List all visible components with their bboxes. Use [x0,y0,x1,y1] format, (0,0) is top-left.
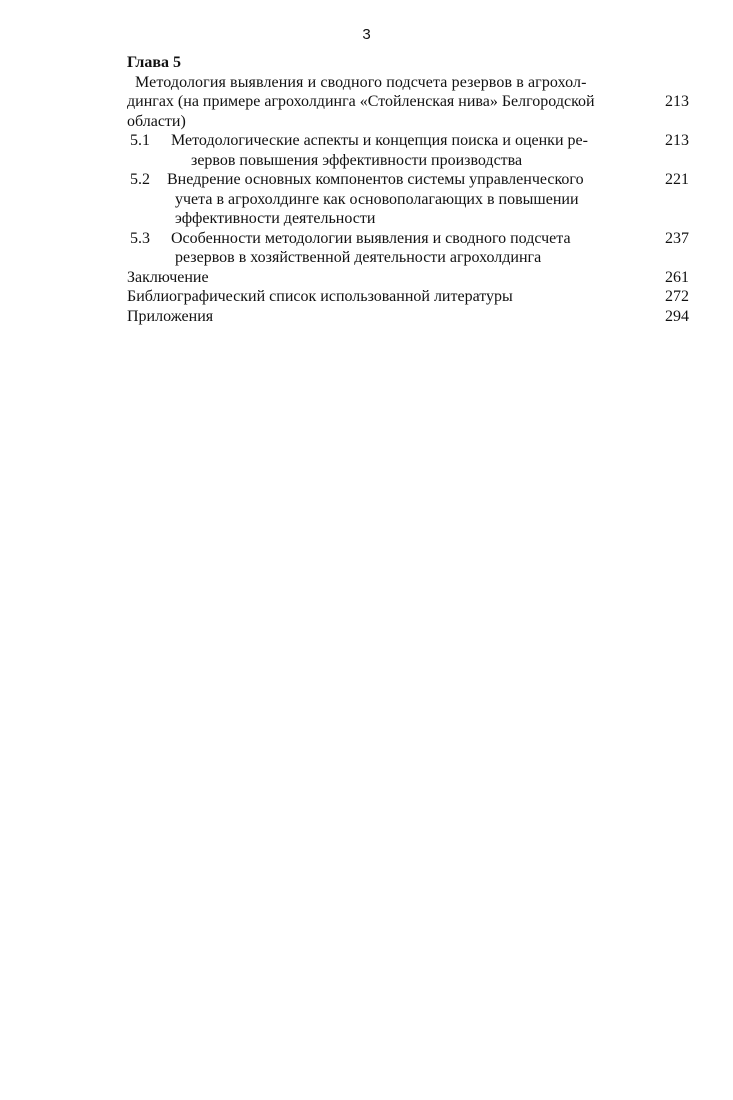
toc-entry-bibliography [127,287,689,307]
chapter-entry-text [127,73,649,93]
section-line: зервов повышения эффективности производства [191,151,523,169]
section-line: эффективности деятельности [175,210,376,227]
section-number: 5.3 [130,229,150,247]
toc-entry-conclusion [127,268,689,288]
toc-entry-label: Заключение [127,268,209,286]
page-number: 3 [362,26,371,43]
chapter-line-2: дингах (на примере агрохолдинга «Стойленская нива» Белгородской [127,93,595,110]
table-of-contents [127,53,689,326]
chapter-page-number: 213 [665,93,689,110]
section-line: Особенности методологии выявления и сводного подсчета [171,229,571,247]
toc-entry-page: 261 [665,268,689,286]
chapter-line-3: области) [127,112,186,130]
toc-entry-page: 272 [665,288,689,305]
chapter-entry-line-3 [127,112,689,132]
section-line: учета в агрохолдинге как основополагающих в повышении [175,190,579,208]
section-number: 5.2 [130,171,150,188]
section-page-number: 213 [665,132,689,149]
chapter-line-1: Методология выявления и сводного подсчета резервов в агрохол- [135,73,587,91]
section-title [167,170,649,229]
chapter-title: Глава 5 [127,54,181,71]
section-page-number: 221 [665,171,689,188]
section-line: Внедрение основных компонентов системы управленческого [167,171,584,188]
section-entry-5-2 [127,170,689,229]
section-line: Методологические аспекты и концепция поиска и оценки ре- [171,132,588,149]
section-title [171,131,649,170]
section-entry-5-1 [127,131,689,170]
toc-entry-label: Библиографический список использованной литературы [127,288,513,305]
toc-entry-page: 294 [665,307,689,325]
section-number: 5.1 [130,132,150,149]
chapter-entry-line-2 [127,92,689,112]
section-entry-5-3 [127,229,689,268]
section-page-number: 237 [665,229,689,247]
chapter-entry [127,73,689,93]
toc-entry-appendices [127,307,689,327]
section-line: резервов в хозяйственной деятельности агрохолдинга [175,249,542,266]
toc-entry-label: Приложения [127,307,214,325]
section-title [171,229,649,268]
